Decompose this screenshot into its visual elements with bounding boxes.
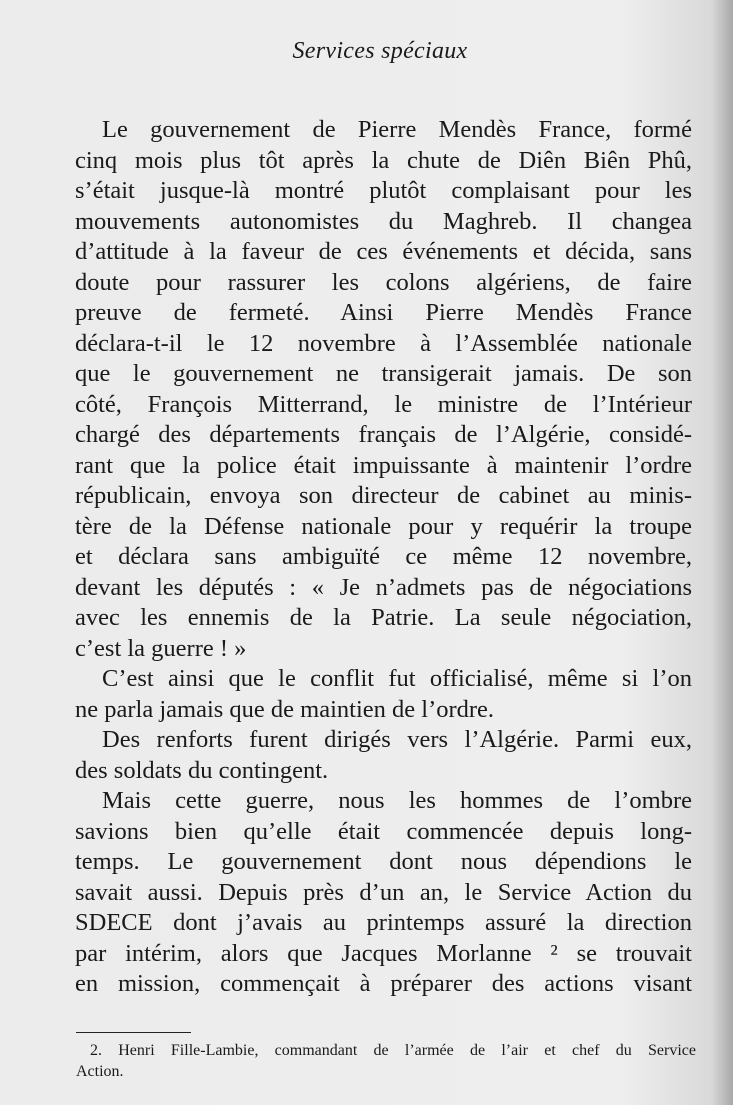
text-line: s’était jusque-là montré plutôt complaisant pour les xyxy=(75,177,692,204)
footnote-line: 2. Henri Fille-Lambie, commandant de l’armée de l’air et chef du Service xyxy=(90,1042,696,1059)
text-line: devant les députés : « Je n’admets pas de négociations xyxy=(75,573,692,601)
text-line: tère de la Défense nationale pour y requérir la troupe xyxy=(75,512,692,540)
text-line: doute pour rassurer les colons algériens, de faire xyxy=(75,268,692,296)
body-text xyxy=(75,115,692,1000)
text-line: Mais cette guerre, nous les hommes de l’ombre xyxy=(102,787,692,814)
footnote xyxy=(76,1040,696,1082)
text-line: avec les ennemis de la Patrie. La seule négociation, xyxy=(75,604,692,631)
text-line: Le gouvernement de Pierre Mendès France, formé xyxy=(102,116,692,143)
text-line: républicain, envoya son directeur de cabinet au minis- xyxy=(75,482,692,509)
text-line: et déclara sans ambiguïté ce même 12 novembre, xyxy=(75,543,692,570)
text-line: Des renforts furent dirigés vers l’Algérie. Parmi eux, xyxy=(102,726,692,753)
text-line: que le gouvernement ne transigerait jamais. De son xyxy=(75,360,692,387)
text-line: des soldats du contingent. xyxy=(75,756,329,784)
text-line: mouvements autonomistes du Maghreb. Il changea xyxy=(75,207,692,235)
footnote-rule xyxy=(76,1032,191,1033)
text-line: preuve de fermeté. Ainsi Pierre Mendès France xyxy=(75,299,692,326)
text-line: ne parla jamais que de maintien de l’ordre. xyxy=(75,695,495,723)
text-line: savait aussi. Depuis près d’un an, le Service Action du xyxy=(75,878,692,906)
text-line: c’est la guerre ! » xyxy=(75,634,247,662)
text-line: temps. Le gouvernement dont nous dépendions le xyxy=(75,848,692,875)
running-head: Services spéciaux xyxy=(292,38,468,64)
text-line: par intérim, alors que Jacques Morlanne ² se trouvait xyxy=(75,939,692,967)
text-line: cinq mois plus tôt après la chute de Diên Biên Phû, xyxy=(75,146,692,174)
text-line: déclara-t-il le 12 novembre à l’Assemblée nationale xyxy=(75,329,692,357)
text-line: chargé des départements français de l’Algérie, considé- xyxy=(75,421,692,448)
text-line: d’attitude à la faveur de ces événements et décida, sans xyxy=(75,238,692,265)
text-line: côté, François Mitterrand, le ministre de l’Intérieur xyxy=(75,390,692,418)
text-line: en mission, commençait à préparer des actions visant xyxy=(75,970,692,997)
text-line: C’est ainsi que le conflit fut officialisé, même si l’on xyxy=(102,665,692,692)
text-line: savions bien qu’elle était commencée depuis long- xyxy=(75,817,692,845)
text-line: SDECE dont j’avais au printemps assuré la direction xyxy=(75,909,692,936)
text-line: rant que la police était impuissante à maintenir l’ordre xyxy=(75,451,692,479)
footnote-line: Action. xyxy=(76,1063,124,1080)
